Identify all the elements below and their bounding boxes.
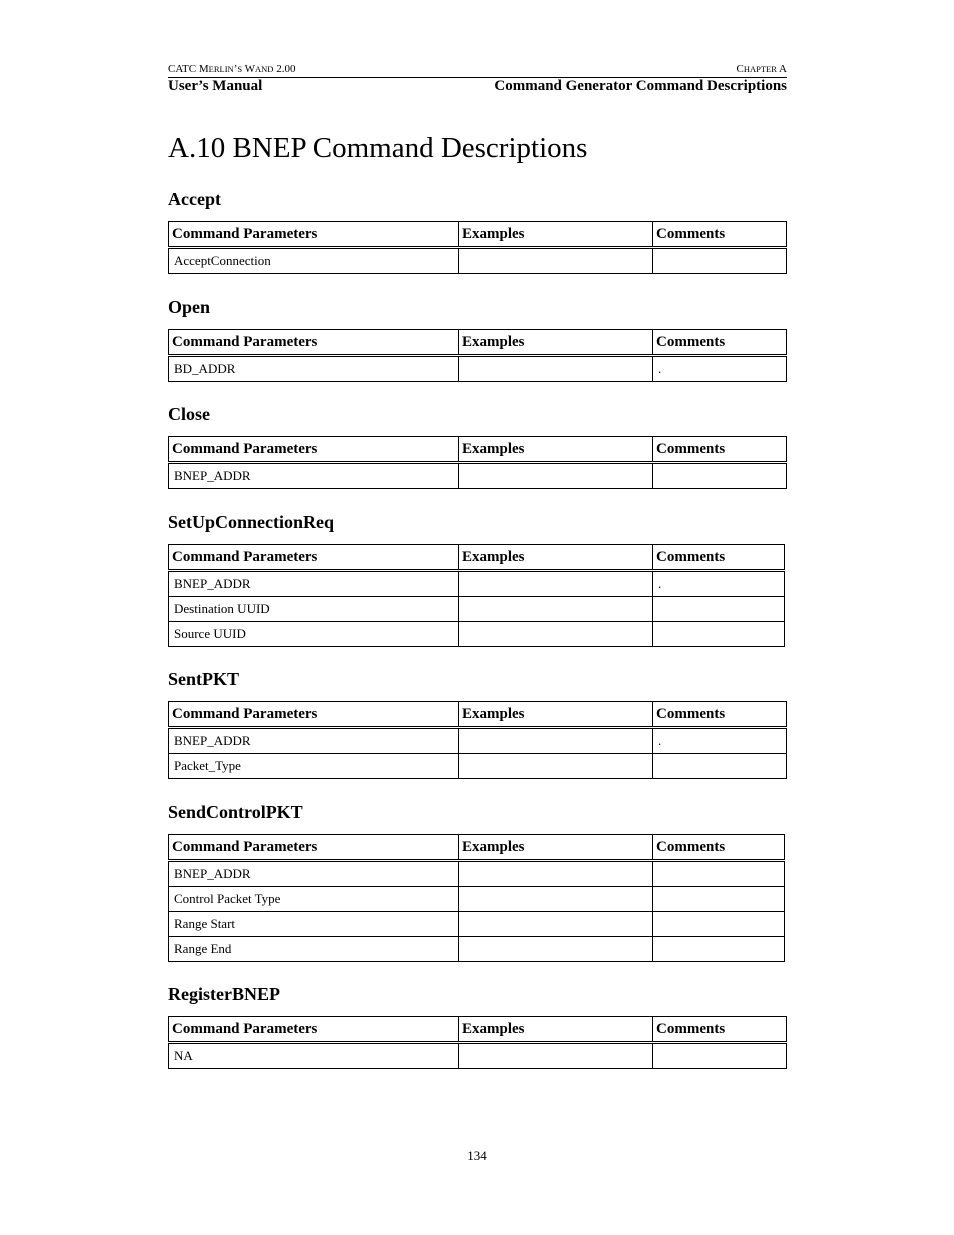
section-heading-sentpkt: SentPKT xyxy=(168,669,240,689)
example-cell xyxy=(459,597,653,622)
column-header: Command Parameters xyxy=(169,702,459,728)
comment-cell xyxy=(653,622,785,647)
comment-cell xyxy=(653,248,787,274)
comment-cell xyxy=(653,887,785,912)
comment-cell xyxy=(653,937,785,962)
column-header: Examples xyxy=(459,330,653,356)
parameter-cell: BD_ADDR xyxy=(169,356,459,382)
comment-cell: . xyxy=(653,571,785,597)
header-manual: User’s Manual xyxy=(168,78,263,94)
column-header: Comments xyxy=(653,1017,787,1043)
comment-cell xyxy=(653,1043,787,1069)
column-header: Comments xyxy=(653,835,785,861)
section-heading-accept: Accept xyxy=(168,189,221,209)
section-heading-sendcontrolpkt: SendControlPKT xyxy=(168,802,303,822)
parameter-cell: BNEP_ADDR xyxy=(169,728,459,754)
header-section: Command Generator Command Descriptions xyxy=(494,78,787,94)
example-cell xyxy=(459,1043,653,1069)
column-header: Comments xyxy=(653,545,785,571)
comment-cell xyxy=(653,463,787,489)
section-heading-setupconnectionreq: SetUpConnectionReq xyxy=(168,512,335,532)
section-heading-open: Open xyxy=(168,297,211,317)
command-table-close xyxy=(168,436,787,489)
example-cell xyxy=(459,356,653,382)
section-heading-close: Close xyxy=(168,404,210,424)
table-row xyxy=(169,597,785,622)
command-table-open xyxy=(168,329,787,382)
command-table-registerbnep xyxy=(168,1016,787,1069)
example-cell xyxy=(459,571,653,597)
example-cell xyxy=(459,248,653,274)
command-table-accept xyxy=(168,221,787,274)
comment-cell: . xyxy=(653,356,787,382)
column-header: Examples xyxy=(459,1017,653,1043)
comment-cell: . xyxy=(653,728,787,754)
table-row xyxy=(169,622,785,647)
table-row xyxy=(169,571,785,597)
command-table-sentpkt xyxy=(168,701,787,779)
table-row xyxy=(169,356,787,382)
example-cell xyxy=(459,728,653,754)
column-header: Command Parameters xyxy=(169,545,459,571)
parameter-cell: Range End xyxy=(169,937,459,962)
table-row xyxy=(169,463,787,489)
running-header-bottom xyxy=(168,78,787,96)
column-header: Command Parameters xyxy=(169,330,459,356)
example-cell xyxy=(459,463,653,489)
column-header: Examples xyxy=(459,437,653,463)
table-row xyxy=(169,912,785,937)
header-chapter: CHAPTER A xyxy=(736,63,787,75)
parameter-cell: AcceptConnection xyxy=(169,248,459,274)
column-header: Comments xyxy=(653,702,787,728)
page-title: A.10 BNEP Command Descriptions xyxy=(168,132,588,164)
example-cell xyxy=(459,937,653,962)
parameter-cell: Destination UUID xyxy=(169,597,459,622)
table-row xyxy=(169,754,787,779)
comment-cell xyxy=(653,597,785,622)
running-header-top xyxy=(168,63,787,78)
example-cell xyxy=(459,622,653,647)
column-header: Examples xyxy=(459,545,653,571)
parameter-cell: BNEP_ADDR xyxy=(169,463,459,489)
parameter-cell: BNEP_ADDR xyxy=(169,861,459,887)
column-header: Examples xyxy=(459,222,653,248)
header-product: CATC MERLIN’S WAND 2.00 xyxy=(168,63,296,75)
column-header: Examples xyxy=(459,835,653,861)
parameter-cell: BNEP_ADDR xyxy=(169,571,459,597)
page-number: 134 xyxy=(467,1148,487,1163)
parameter-cell: Packet_Type xyxy=(169,754,459,779)
example-cell xyxy=(459,754,653,779)
example-cell xyxy=(459,861,653,887)
comment-cell xyxy=(653,912,785,937)
comment-cell xyxy=(653,754,787,779)
parameter-cell: Control Packet Type xyxy=(169,887,459,912)
table-row xyxy=(169,1043,787,1069)
parameter-cell: Source UUID xyxy=(169,622,459,647)
command-table-sendcontrolpkt xyxy=(168,834,785,962)
column-header: Command Parameters xyxy=(169,835,459,861)
table-row xyxy=(169,937,785,962)
column-header: Comments xyxy=(653,437,787,463)
example-cell xyxy=(459,912,653,937)
parameter-cell: Range Start xyxy=(169,912,459,937)
parameter-cell: NA xyxy=(169,1043,459,1069)
column-header: Comments xyxy=(653,330,787,356)
table-row xyxy=(169,861,785,887)
column-header: Command Parameters xyxy=(169,437,459,463)
comment-cell xyxy=(653,861,785,887)
column-header: Examples xyxy=(459,702,653,728)
table-row xyxy=(169,887,785,912)
column-header: Command Parameters xyxy=(169,1017,459,1043)
table-row xyxy=(169,248,787,274)
column-header: Command Parameters xyxy=(169,222,459,248)
example-cell xyxy=(459,887,653,912)
command-table-setupconnectionreq xyxy=(168,544,785,647)
column-header: Comments xyxy=(653,222,787,248)
table-row xyxy=(169,728,787,754)
section-heading-registerbnep: RegisterBNEP xyxy=(168,984,280,1004)
